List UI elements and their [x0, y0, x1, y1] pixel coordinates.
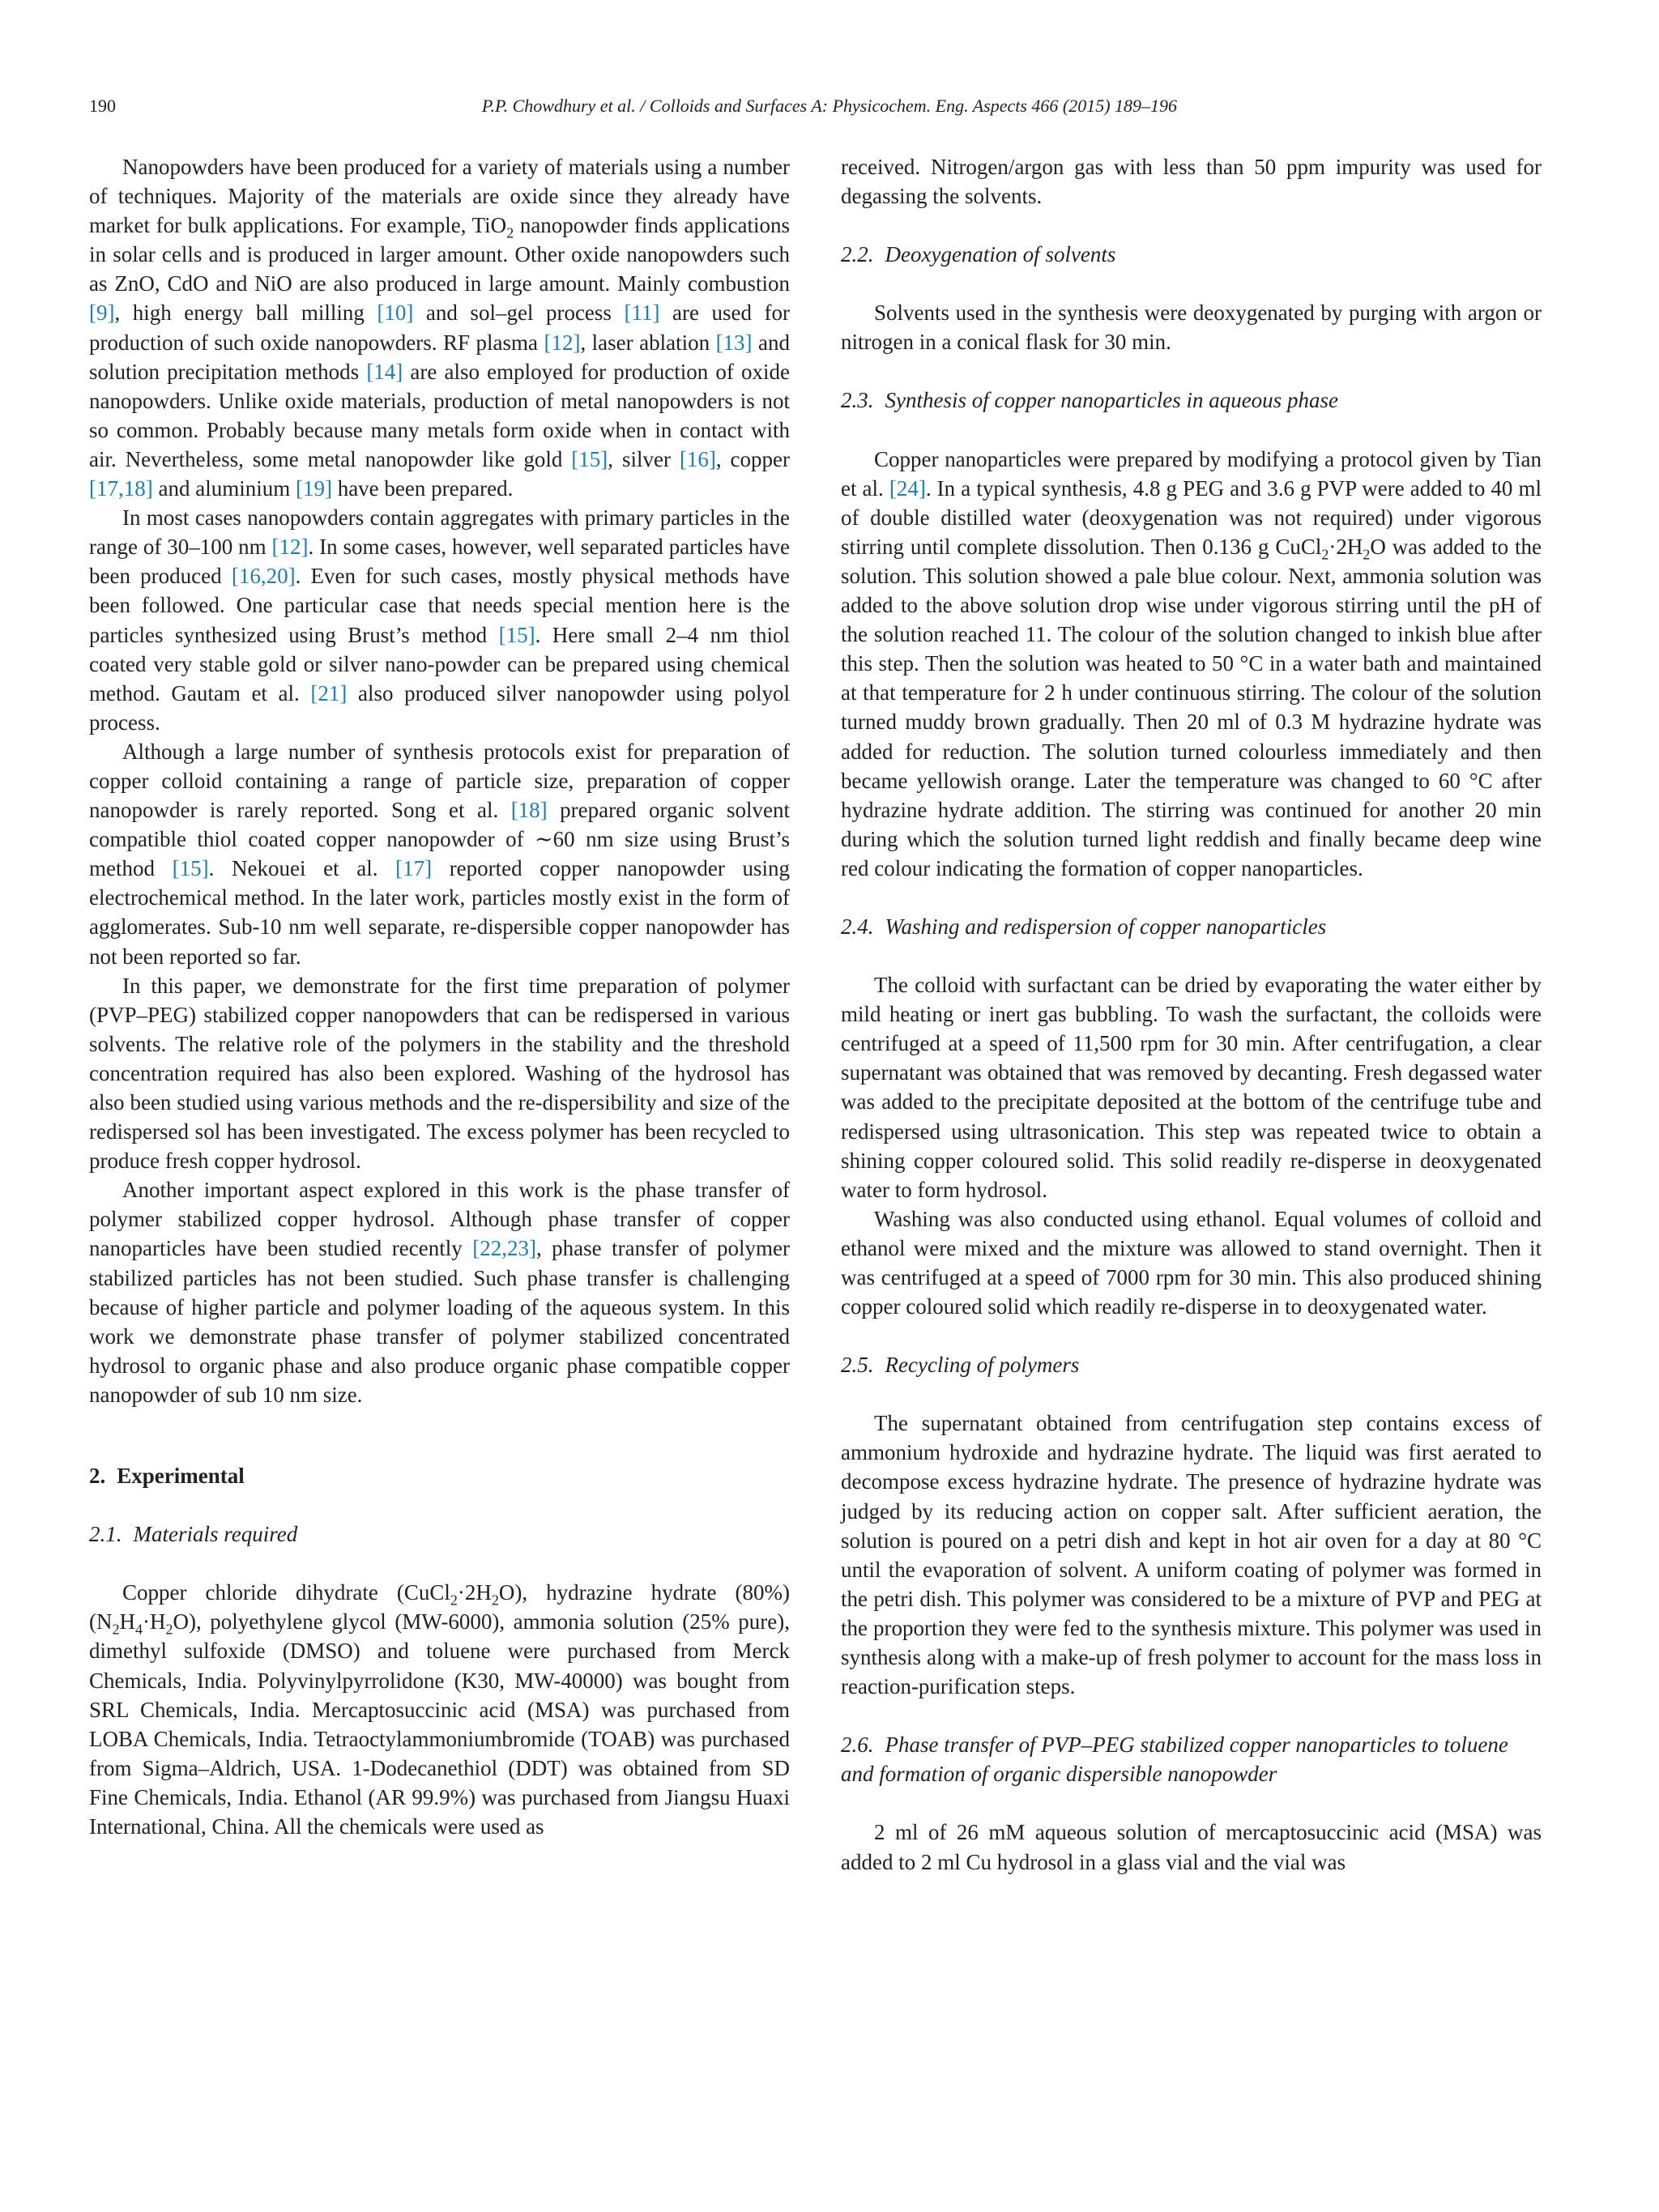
paragraph-intro-5: Another important aspect explored in this work is the phase transfer of polymer stabilized copper hydrosol. Although phase transfer of copper nanoparticles have been studied recently [22,23], phase transfer of polymer stabilized particles has not been studied. Such phase transfer is challenging because of higher particle and polymer loading of the aqueous system. In this work we demonstrate phase transfer of polymer stabilized concentrated hydrosol to organic phase and also produce organic phase compatible copper nanopowder of sub 10 nm size.: [89, 1178, 790, 1407]
paragraph-intro-4: In this paper, we demonstrate for the first time preparation of polymer (PVP–PEG) stabilized copper nanopowders that can be redispersed in various solvents. The relative role of the polymers in the stability and the threshold concentration required has also been explored. Washing of the hydrosol has also been studied using various methods and the re-dispersibility and size of the redispersed sol has been investigated. The excess polymer has been recycled to produce fresh copper hydrosol.: [89, 973, 790, 1174]
citation-link[interactable]: [17,18]: [89, 476, 153, 501]
paragraph-synthesis: Copper nanoparticles were prepared by modifying a protocol given by Tian et al. [24]. In a typical synthesis, 4.8 g PEG and 3.6 g PVP were added to 40 ml of double distilled water (deoxygenation was not required) under vigorous stirring until complete dissolution. Then 0.136 g $CuCl_2\cdot 2H_2O$ was added to the solution. This solution showed a pale blue colour. Next, ammonia solution was added to the above solution drop wise under vigorous stirring until the pH of the solution reached 11. The colour of the solution changed to inkish blue after this step. Then the solution was heated to 50 °C in a water bath and maintained at that temperature for 2 h under continuous stirring. The colour of the solution turned muddy brown gradually. Then 20 ml of 0.3 M hydrazine hydrate was added for reduction. The solution turned colourless immediately and then became yellowish orange. Later the temperature was changed to 60 °C after hydrazine hydrate addition. The stirring was continued for another 20 min during which the solution turned light reddish and finally became deep wine red colour indicating the formation of copper nanoparticles.: [841, 446, 1542, 880]
citation-link[interactable]: [21]: [310, 680, 348, 705]
citation-link[interactable]: [12]: [271, 535, 309, 560]
paragraph-recycling: The supernatant obtained from centrifugation step contains excess of ammonium hydroxide and hydrazine hydrate. The liquid was first aerated to decompose excess hydrazine hydrate. The presence of hydrazine hydrate was judged by its reducing action on copper salt. After sufficient aeration, the solution is poured on a petri dish and kept in hot air oven for a day at 80 °C until the evaporation of solvent. A uniform coating of polymer was formed in the petri dish. This polymer was considered to be a mixture of PVP and PEG at the proportion they were fed to the synthesis mixture. This polymer was used in synthesis along with a make-up of fresh polymer to account for the mass loss in reaction-purification steps.: [841, 1411, 1542, 1699]
paragraph-deoxygenation: Solvents used in the synthesis were deoxygenated by purging with argon or nitrogen in a conical flask for 30 min.: [841, 300, 1542, 355]
citation-link[interactable]: [10]: [377, 300, 414, 326]
paragraph-intro-1: Nanopowders have been produced for a variety of materials using a number of techniques. Majority of the materials are oxide since they already have market for bulk applications. For example, TiO$_2$ nanopowder finds applications in solar cells and is produced in larger amount. Other oxide nanopowders such as ZnO, CdO and NiO are also produced in large amount. Mainly combustion [9], high energy ball milling [10] and sol–gel process [11] are used for production of such oxide nanopowders. RF plasma [12], laser ablation [13] and solution precipitation methods [14] are also employed for production of oxide nanopowders. Unlike oxide materials, production of metal nanopowders is not so common. Probably because many metals form oxide when in contact with air. Nevertheless, some metal nanopowder like gold [15], silver [16], copper [17,18] and aluminium [19] have been prepared.: [89, 155, 791, 501]
paragraph-washing-2: Washing was also conducted using ethanol. Equal volumes of colloid and ethanol were mixed and the mixture was allowed to stand overnight. Then it was centrifuged at a speed of 7000 rpm for 30 min. This also produced shining copper coloured solid which readily re-disperse in to deoxygenated water.: [841, 1206, 1542, 1319]
subsection-heading-2-6: 2.6. Phase transfer of PVP–PEG stabilized copper nanoparticles to toluene and formation of organic dispersible nanopowder: [841, 1733, 1508, 1787]
left-column: [89, 152, 790, 1841]
citation-link[interactable]: [12]: [544, 330, 581, 355]
subsection-heading-2-4: 2.4. Washing and redispersion of copper nanoparticles: [841, 914, 1327, 939]
citation-link[interactable]: [11]: [624, 300, 660, 326]
subsection-heading-2-1: 2.1. Materials required: [89, 1522, 298, 1547]
citation-link[interactable]: [22,23]: [472, 1236, 536, 1261]
citation-link[interactable]: [15]: [172, 856, 209, 881]
running-head: P.P. Chowdhury et al. / Colloids and Surfaces A: Physicochem. Eng. Aspects 466 (2015) 189–196: [481, 96, 1178, 116]
subsection-heading-2-3: 2.3. Synthesis of copper nanoparticles in aqueous phase: [841, 388, 1338, 413]
citation-link[interactable]: [18]: [510, 798, 548, 823]
citation-link[interactable]: [16]: [679, 446, 716, 471]
citation-link[interactable]: [15]: [498, 622, 535, 647]
citation-link[interactable]: [16,20]: [231, 564, 296, 589]
page-header: [89, 96, 1570, 128]
page-number: 190: [89, 96, 116, 116]
paragraph-phase-transfer: 2 ml of 26 mM aqueous solution of mercaptosuccinic acid (MSA) was added to 2 ml Cu hydrosol in a glass vial and the vial was: [841, 1820, 1542, 1874]
paragraph-materials: Copper chloride dihydrate $(CuCl_2\cdot 2H_2O)$, hydrazine hydrate (80%) $(N_2H_4\cdot H_2O)$, polyethylene glycol (MW-6000), ammonia solution (25% pure), dimethyl sulfoxide (DMSO) and toluene were purchased from Merck Chemicals, India. Polyvinylpyrrolidone (K30, MW-40000) was bought from SRL Chemicals, India. Mercaptosuccinic acid (MSA) was purchased from LOBA Chemicals, India. Tetraoctylammoniumbromide (TOAB) was purchased from Sigma–Aldrich, USA. 1-Dodecanethiol (DDT) was obtained from SD Fine Chemicals, India. Ethanol (AR 99.9%) was purchased from Jiangsu Huaxi International, China. All the chemicals were used as: [89, 1580, 791, 1839]
citation-link[interactable]: [9]: [89, 300, 115, 326]
paragraph-washing-1: The colloid with surfactant can be dried by evaporating the water either by mild heating or inert gas bubbling. To wash the surfactant, the colloids were centrifuged at a speed of 11,500 rpm for 30 min. After centrifugation, a clear supernatant was obtained that was removed by decanting. Fresh degassed water was added to the precipitate deposited at the bottom of the centrifuge tube and redispersed using ultrasonication. This step was repeated twice to obtain a shining copper coloured solid. This solid readily re-disperse in deoxygenated water to form hydrosol.: [841, 973, 1542, 1202]
subsection-heading-2-2: 2.2. Deoxygenation of solvents: [841, 242, 1116, 267]
subsection-heading-2-5: 2.5. Recycling of polymers: [841, 1353, 1080, 1378]
citation-link[interactable]: [24]: [889, 475, 926, 501]
paragraph-intro-3: Although a large number of synthesis protocols exist for preparation of copper colloid containing a range of particle size, preparation of copper nanopowder is rarely reported. Song et al. [18] prepared organic solvent compatible thiol coated copper nanopowder of ∼60 nm size using Brust’s method [15]. Nekouei et al. [17] reported copper nanopowder using electrochemical method. In the later work, particles mostly exist in the form of agglomerates. Sub-10 nm well separate, re-dispersible copper nanopowder has not been reported so far.: [89, 739, 790, 969]
citation-link[interactable]: [13]: [715, 330, 753, 355]
citation-link[interactable]: [17]: [395, 856, 433, 881]
section-heading-experimental: 2. Experimental: [89, 1464, 245, 1489]
citation-link[interactable]: [14]: [366, 359, 403, 384]
paragraph-materials-cont: received. Nitrogen/argon gas with less than 50 ppm impurity was used for degassing the solvents.: [841, 155, 1542, 209]
paragraph-intro-2: In most cases nanopowders contain aggregates with primary particles in the range of 30–100 nm [12]. In some cases, however, well separated particles have been produced [16,20]. Even for such cases, mostly physical methods have been followed. One particular case that needs special mention here is the particles synthesized using Brust’s method [15]. Here small 2–4 nm thiol coated very stable gold or silver nano-powder can be prepared using chemical method. Gautam et al. [21] also produced silver nanopowder using polyol process.: [89, 505, 790, 735]
right-column: [841, 152, 1542, 1877]
citation-link[interactable]: [19]: [295, 476, 332, 501]
citation-link[interactable]: [15]: [571, 446, 608, 471]
